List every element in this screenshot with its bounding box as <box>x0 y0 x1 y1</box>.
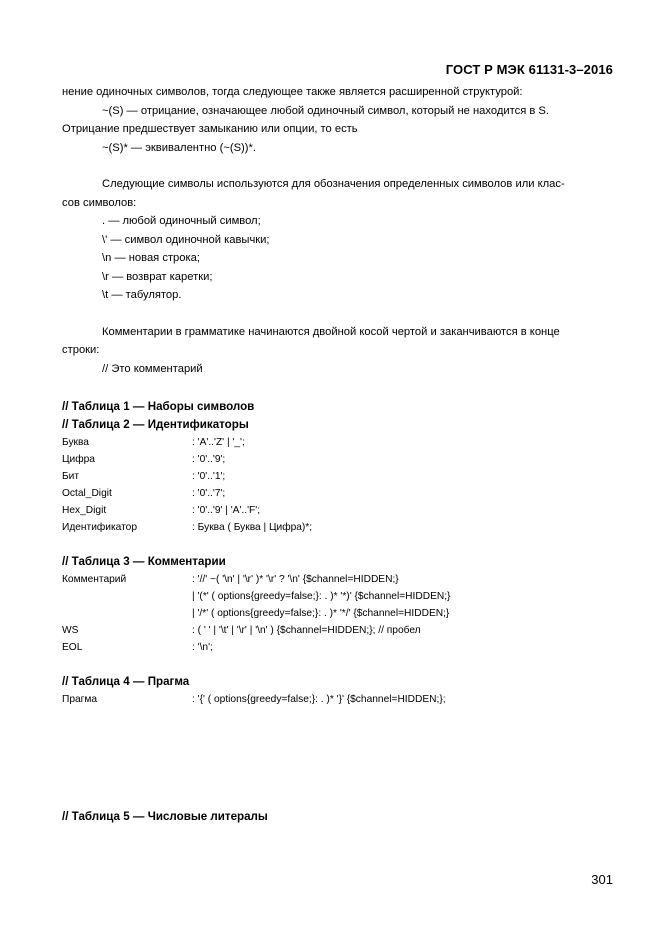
rule-name: WS <box>62 625 79 636</box>
table-4-heading: // Таблица 4 — Прагма <box>62 675 190 688</box>
paragraph-equivalence: ~(S)* — эквивалентно (~(S))*. <box>102 141 256 154</box>
grammar-table-5 <box>62 808 622 826</box>
grammar-table-4 <box>62 673 622 708</box>
body-text <box>62 83 614 378</box>
paragraph-negation-precedence: Отрицание предшествует замыканию или опции, то есть <box>62 123 358 135</box>
grammar-rule-row <box>62 571 622 588</box>
paragraph-symbols-intro: Следующие символы используются для обозначения определенных символов или клас- <box>102 178 565 190</box>
rule-name: Octal_Digit <box>62 488 112 499</box>
list-item: \r — возврат каретки; <box>102 270 213 283</box>
grammar-rule-row <box>62 451 622 468</box>
paragraph-symbols-intro-cont: сов символов: <box>62 196 137 209</box>
rule-definition: : '0'..'9'; <box>192 454 226 465</box>
rule-definition: : ( ' ' | '\t' | '\r' | '\n' ) {$channel=HIDDEN;}; // пробел <box>192 625 421 636</box>
grammar-rule-row <box>62 622 622 639</box>
table-5-heading: // Таблица 5 — Числовые литералы <box>62 810 268 823</box>
rule-definition: : 'A'..'Z' | '_'; <box>192 437 245 448</box>
rule-name: Прагма <box>62 694 98 705</box>
rule-definition: : '0'..'9' | 'A'..'F'; <box>192 505 261 516</box>
rule-definition: : '{' ( options{greedy=false;}: . )* '}' {$channel=HIDDEN;}; <box>192 694 446 705</box>
spacer <box>62 157 614 175</box>
grammar-rule-row <box>62 691 622 708</box>
rule-definition: : '//' ~( '\n' | '\r' )* '\r' ? '\n' {$channel=HIDDEN;} <box>192 574 399 585</box>
rule-definition: : Буква ( Буква | Цифра)*; <box>192 522 313 533</box>
paragraph-negation: ~(S) — отрицание, означающее любой одиночный символ, который не находится в S. <box>102 104 550 117</box>
list-item: \n — новая строка; <box>102 252 200 264</box>
rule-definition: : '0'..'7'; <box>192 488 226 499</box>
rule-name: Цифра <box>62 454 95 465</box>
paragraph-comments-cont: строки: <box>62 344 100 356</box>
grammar-rule-row <box>62 502 622 519</box>
rule-definition: : '\n'; <box>192 642 213 653</box>
table-3-heading: // Таблица 3 — Комментарии <box>62 555 226 568</box>
grammar-rule-row <box>62 588 622 605</box>
grammar-rule-row <box>62 519 622 536</box>
rule-definition: | '(*' ( options{greedy=false;}: . )* '*)' {$channel=HIDDEN;} <box>192 591 451 602</box>
table-2-heading: // Таблица 2 — Идентификаторы <box>62 418 249 431</box>
rule-definition: : '0'..'1'; <box>192 471 226 482</box>
rule-name: Идентификатор <box>62 522 137 533</box>
grammar-rule-row <box>62 639 622 656</box>
paragraph-continuation: нение одиночных символов, тогда следующее также является расширенной структурой: <box>62 86 523 98</box>
grammar-rule-row <box>62 605 622 622</box>
rule-name: Комментарий <box>62 574 127 585</box>
table-1-heading: // Таблица 1 — Наборы символов <box>62 400 255 413</box>
list-item: \' — символ одиночной кавычки; <box>102 233 270 246</box>
rule-name: Hex_Digit <box>62 505 107 516</box>
page-number: 301 <box>591 872 613 887</box>
paragraph-comments: Комментарии в грамматике начинаются двойной косой чертой и заканчиваются в конце <box>102 325 560 338</box>
list-item: \t — табулятор. <box>102 289 182 301</box>
rule-name: Бит <box>62 471 80 482</box>
rule-definition: | '/*' ( options{greedy=false;}: . )* '*/' {$channel=HIDDEN;} <box>192 608 450 619</box>
rule-name: EOL <box>62 642 83 653</box>
standard-header: ГОСТ Р МЭК 61131-3–2016 <box>445 62 613 77</box>
grammar-tables-1-2 <box>62 398 622 536</box>
comment-example: // Это комментарий <box>102 362 203 375</box>
list-item: . — любой одиночный символ; <box>102 215 261 227</box>
grammar-rule-row <box>62 434 622 451</box>
grammar-rule-row <box>62 468 622 485</box>
grammar-table-3 <box>62 553 622 656</box>
spacer <box>62 305 614 323</box>
rule-name: Буква <box>62 437 89 448</box>
grammar-rule-row <box>62 485 622 502</box>
